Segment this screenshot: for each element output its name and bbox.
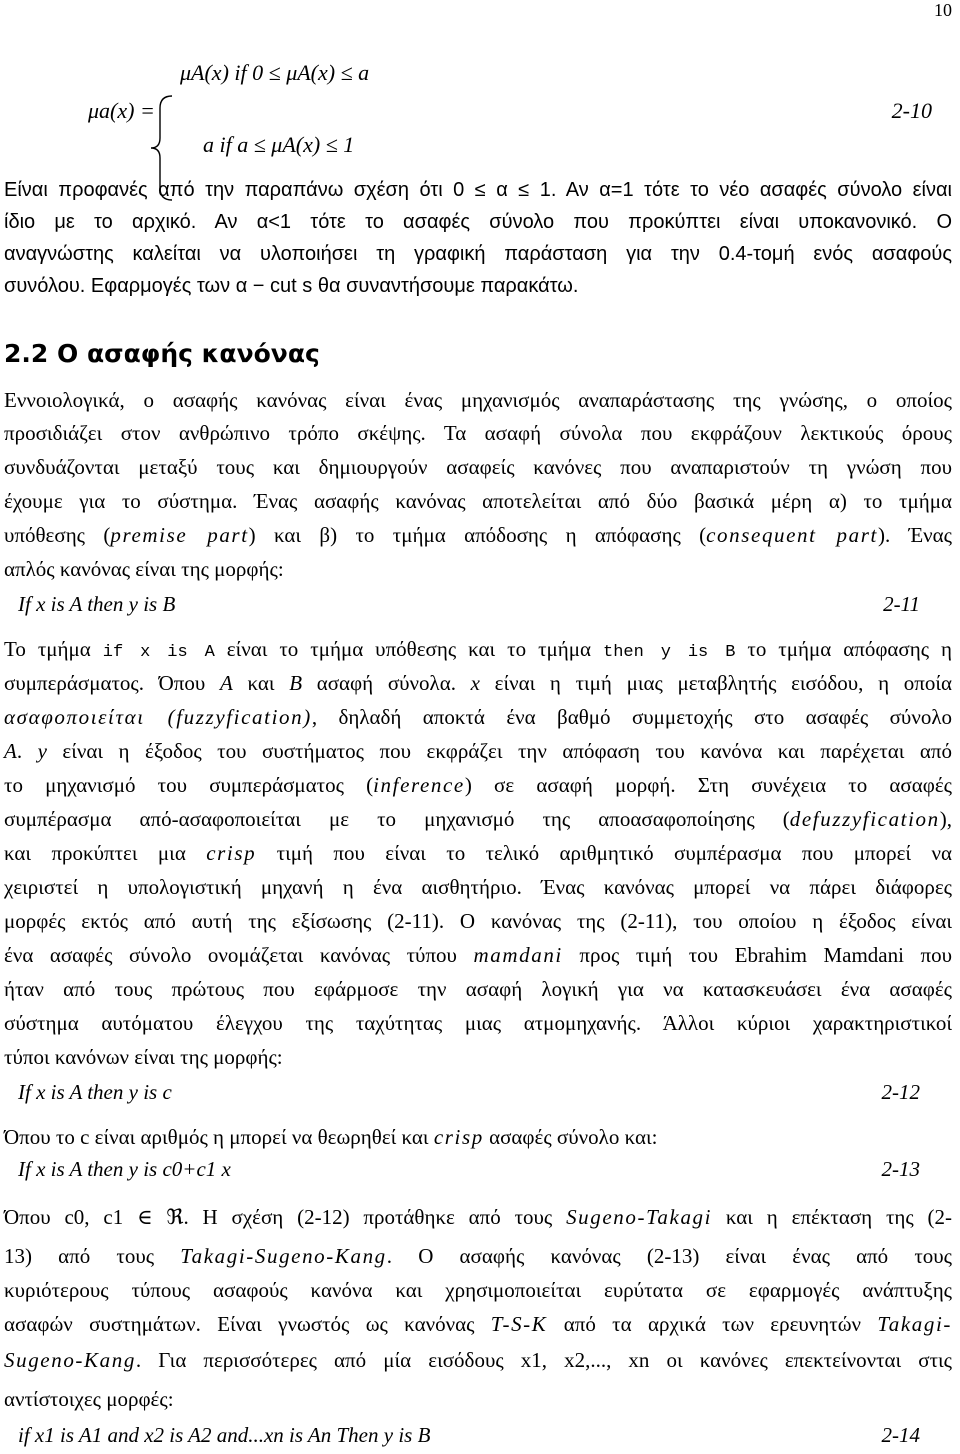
equation-number: 2-10: [891, 98, 932, 123]
equation-number: 2-14: [881, 1423, 920, 1447]
paragraph-line: Εννοιολογικά, ο ασαφής κανόνας είναι ένας μηχανισμός αναπαράστασης της γνώσης, ο οποίος: [4, 388, 952, 412]
formula-2-10: [0, 40, 960, 170]
formula-row-1: μA(x) if 0 ≤ μA(x) ≤ a: [180, 60, 370, 85]
paragraph-line: το μηχανισμό του συμπεράσματος (inference) σε ασαφή μορφή. Στη συνέχεια το ασαφές: [4, 773, 952, 797]
equation-text: If x is A then y is B: [18, 592, 176, 616]
equation-number: 2-11: [883, 592, 920, 616]
equation-text: if x1 is A1 and x2 is A2 and...xn is An Then y is B: [18, 1423, 431, 1447]
paragraph-line: A. y είναι η έξοδος του συστήματος που εκφράζει την απόφαση του κανόνα και παρέχεται από: [4, 739, 953, 763]
paragraph-line: προσιδιάζει στον ανθρώπινο τρόπο σκέψης. Τα ασαφή σύνολα που εκφράζουν λεκτικούς όρους: [4, 421, 952, 445]
paragraph-line: Το τμήμα if x is A είναι το τμήμα υπόθεσης και το τμήμα then y is B το τμήμα απόφασης η: [4, 637, 953, 662]
paragraph-line: ήταν από τους πρώτους που εφάρμοσε την ασαφή λογική για να κατασκευάσει ένα ασαφές: [4, 977, 952, 1001]
paragraph-line: Sugeno-Kang. Για περισσότερες από μία εισόδους x1, x2,..., xn οι κανόνες επεκτείνονται στις: [4, 1348, 952, 1372]
paragraph-line: Όπου το c είναι αριθμός η μπορεί να θεωρηθεί και crisp ασαφές σύνολο και:: [4, 1125, 658, 1149]
equation-text: If x is A then y is c: [18, 1080, 172, 1104]
paragraph-line: απλός κανόνας είναι της μορφής:: [4, 557, 284, 581]
paragraph-line: χειριστεί η υπολογιστική μηχανή η ένα αισθητήριο. Ένας κανόνας μπορεί να πάρει διάφορες: [4, 875, 952, 899]
paragraph-line: υπόθεσης (premise part) και β) το τμήμα απόδοσης η απόφασης (consequent part). Ένας: [4, 523, 952, 547]
formula-lhs: μa(x) =: [88, 98, 155, 123]
paragraph-line: τύποι κανόνων είναι της μορφής:: [4, 1045, 283, 1069]
paragraph-line: ασαφών συστημάτων. Είναι γνωστός ως κανόνας T-S-K από τα αρχικά των ερευνητών Takagi-: [4, 1312, 952, 1336]
paragraph-line: συνόλου. Εφαρμογές των α − cut s θα συναντήσουμε παρακάτω.: [4, 275, 579, 297]
paragraph-line: αντίστοιχες μορφές:: [4, 1387, 174, 1411]
paragraph-line: Είναι προφανές από την παραπάνω σχέση ότι 0 ≤ α ≤ 1. Αν α=1 τότε το νέο ασαφές σύνολο είναι: [4, 179, 952, 201]
paragraph-line: συμπεράσματος. Όπου A και B ασαφή σύνολα. x είναι η τιμή μιας μεταβλητής εισόδου, η οποία: [4, 671, 952, 695]
paragraph-line: ίδιο με το αρχικό. Αν α<1 τότε το ασαφές σύνολο που προκύπτει είναι υποκανονικό. Ο: [4, 211, 952, 233]
equation-text: If x is A then y is c0+c1 x: [18, 1157, 231, 1181]
paragraph-line: αναγνώστης καλείται να υλοποιήσει τη γραφική παράσταση για την 0.4-τομή ενός ασαφούς: [4, 243, 952, 265]
paragraph-line: έχουμε για το σύστημα. Ένας ασαφής κανόνας αποτελείται από δύο βασικά μέρη α) το τμήμα: [4, 489, 952, 513]
paragraph-line: ασαφοποιείται (fuzzyfication), δηλαδή αποκτά ένα βαθμό συμμετοχής στο ασαφές σύνολο: [4, 705, 953, 729]
paragraph-line: σύστημα αυτόματου έλεγχου της ταχύτητας μιας ατμομηχανής. Άλλοι κύριοι χαρακτηριστικοί: [4, 1011, 952, 1035]
equation-number: 2-13: [881, 1157, 920, 1181]
paragraph-line: συμπέρασμα από-ασαφοποιείται με το μηχανισμό της αποασαφοποίησης (defuzzyfication),: [4, 807, 952, 831]
equation-2-12: [18, 1077, 940, 1107]
paragraph-line: μορφές εκτός από αυτή της εξίσωσης (2-11). Ο κανόνας της (2-11), του οποίου η έξοδος είναι: [4, 909, 952, 933]
paragraph-line: ένα ασαφές σύνολο ονομάζεται κανόνας τύπου mamdani προς τιμή του Ebrahim Mamdani που: [4, 943, 952, 967]
page-number: 10: [934, 0, 952, 20]
equation-2-11: [18, 589, 940, 619]
paragraph-line: κυριότερους τύπους ασαφούς κανόνα και χρησιμοποιείται ευρύτατα σε εφαρμογές ανάπτυξης: [4, 1278, 952, 1302]
paragraph-line: 13) από τους Takagi-Sugeno-Kang. Ο ασαφής κανόνας (2-13) είναι ένας από τους: [4, 1244, 952, 1268]
formula-row-2: a if a ≤ μA(x) ≤ 1: [203, 132, 355, 157]
equation-2-14: [18, 1420, 940, 1450]
paragraph-line: συνδυάζονται μεταξύ τους και δημιουργούν ασαφείς κανόνες που αναπαριστούν τη γνώση που: [4, 455, 952, 479]
paragraph-line: Όπου c0, c1 ∈ ℜ. Η σχέση (2-12) προτάθηκε από τους Sugeno-Takagi και η επέκταση της (2-: [4, 1205, 952, 1229]
equation-number: 2-12: [881, 1080, 920, 1104]
paragraph-line: και προκύπτει μια crisp τιμή που είναι το τελικό αριθμητικό συμπέρασμα που μπορεί να: [4, 841, 952, 865]
section-heading: 2.2 Ο ασαφής κανόνας: [4, 339, 320, 368]
equation-2-13: [18, 1154, 940, 1184]
